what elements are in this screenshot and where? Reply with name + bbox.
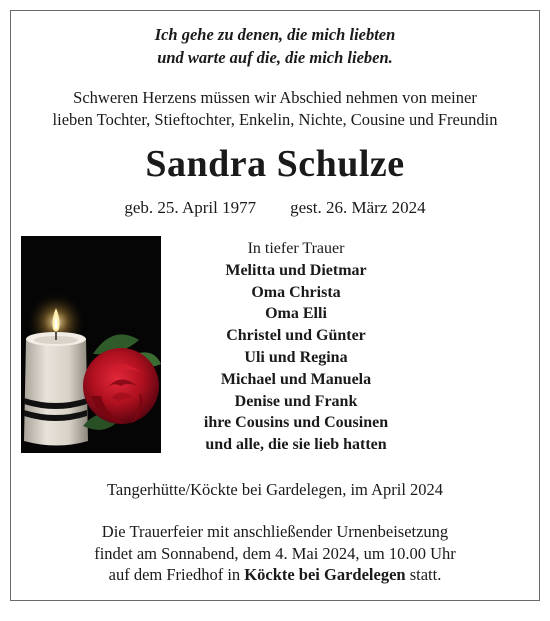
mourner-item: Oma Christa xyxy=(251,283,341,301)
intro-line-1: Schweren Herzens müssen wir Abschied nehmen von meiner xyxy=(73,88,477,107)
mourning-lead: In tiefer Trauer xyxy=(247,240,345,257)
cemetery-location: Köckte bei Gardelegen xyxy=(244,565,406,584)
service-line-2: findet am Sonnabend, dem 4. Mai 2024, um 10.00 Uhr xyxy=(94,543,456,563)
obituary-notice xyxy=(10,10,540,601)
service-line-3-suffix: statt. xyxy=(405,565,442,584)
death-date: gest. 26. März 2024 xyxy=(290,198,426,217)
deceased-name: Sandra Schulze xyxy=(145,143,405,185)
mourner-item: Uli und Regina xyxy=(244,348,348,366)
mourner-item: ihre Cousins und Cousinen xyxy=(203,414,389,432)
mourner-item: Michael und Manuela xyxy=(220,370,372,388)
place-and-date: Tangerhütte/Köckte bei Gardelegen, im April 2024 xyxy=(106,480,444,499)
motto-line-2: und warte auf die, die mich lieben. xyxy=(157,48,393,67)
intro-line-2: lieben Tochter, Stieftochter, Enkelin, Nichte, Cousine und Freundin xyxy=(52,110,498,129)
service-line-3 xyxy=(11,564,539,586)
mourner-item: Melitta und Dietmar xyxy=(225,261,367,279)
motto xyxy=(11,23,539,69)
life-dates xyxy=(11,197,539,219)
mourner-item: Denise und Frank xyxy=(234,392,358,410)
funeral-service-info xyxy=(11,521,539,586)
candle-and-rose-icon xyxy=(21,236,161,453)
service-line-3-prefix: auf dem Friedhof in xyxy=(108,565,245,584)
mourners-list xyxy=(161,238,431,456)
candle-and-rose-image xyxy=(21,236,161,453)
service-line-1: Die Trauerfeier mit anschließender Urnenbeisetzung xyxy=(101,522,449,541)
mourner-item: Oma Elli xyxy=(265,305,327,323)
intro-text xyxy=(11,87,539,131)
mourner-item: und alle, die sie lieb hatten xyxy=(205,436,387,454)
motto-line-1: Ich gehe zu denen, die mich liebten xyxy=(154,25,396,44)
birth-date: geb. 25. April 1977 xyxy=(124,198,257,217)
mourner-item: Christel und Günter xyxy=(226,327,366,345)
